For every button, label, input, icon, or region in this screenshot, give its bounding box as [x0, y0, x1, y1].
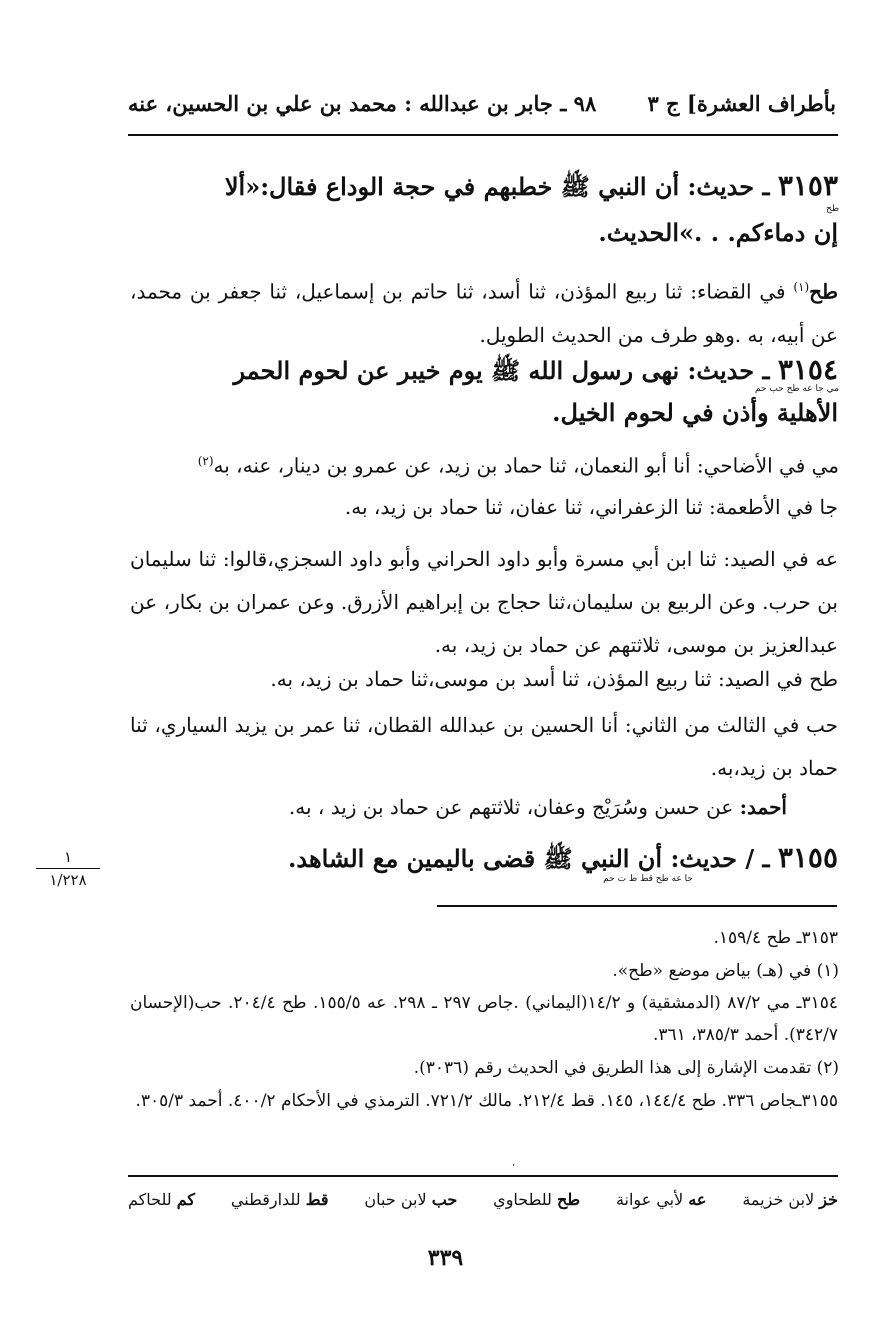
hadith-number: ٣١٥٣ — [777, 169, 838, 202]
isnad-text: طح في الصيد: ثنا ربيع المؤذن، ثنا أسد بن موسى،ثنا حماد بن زيد، به. — [270, 667, 838, 691]
isnad-paragraph — [139, 440, 839, 488]
source-code: أحمد: — [739, 795, 787, 819]
legend-item: طح للطحاوي — [493, 1190, 581, 1209]
hadith-entry-3153-cont — [130, 214, 838, 251]
hadith-text-line1: ـ حديث: نهى رسول الله ﷺ يوم خيبر عن لحوم الحمر — [233, 356, 770, 385]
footnote: ٣١٥٤ـ مي ٨٧/٢ (الدمشقية) و ١٤/٢(اليماني) .جاص ٢٩٧ ـ ٢٩٨. عه ١٥٥/٥. طح ٢٠٤/٤. حب(الإحسان ٣٤٢/٧). أحمد ٣٨٥/٣، ٣٦١. — [130, 993, 838, 1045]
sigla-annotation: مي جا عه طح حب حم — [754, 384, 839, 394]
isnad-paragraph — [130, 486, 838, 529]
footnote: (١) في (هـ) بياض موضع «طح». — [612, 961, 839, 981]
legend-item: عه لأبي عوانة — [615, 1190, 707, 1209]
footnote-marker: (١) — [793, 280, 810, 294]
legend-item: حب لابن حبان — [364, 1190, 458, 1209]
hadith-entry-3155 — [130, 836, 838, 879]
source-code: طح — [809, 279, 838, 304]
hadith-text-line2: الأهلية وأذن في لحوم الخيل. — [552, 398, 838, 427]
isnad-paragraph — [130, 266, 838, 357]
hadith-entry-3154 — [130, 348, 838, 391]
folio-top: ١ — [63, 848, 73, 866]
legend-item: خز لابن خزيمة — [742, 1190, 838, 1209]
footnote: ٣١٥٣ـ طح ١٥٩/٤. — [713, 928, 838, 948]
hadith-entry-3154-cont — [130, 394, 838, 431]
isnad-text: جا في الأطعمة: ثنا الزعفراني، ثنا عفان، ثنا حماد بن زيد، به. — [344, 495, 838, 519]
footnote-rule — [437, 905, 837, 907]
abbreviation-legend — [128, 1190, 838, 1209]
hadith-entry-3153 — [130, 164, 838, 207]
header-chapter-title: ٩٨ ـ جابر بن عبدالله : محمد بن علي بن الحسين، عنه — [128, 90, 597, 116]
header-rule — [128, 134, 838, 136]
footnote: (٢) تقدمت الإشارة إلى هذا الطريق في الحديث رقم (٣٠٣٦). — [413, 1058, 839, 1078]
legend-item: قط للدارقطني — [230, 1190, 329, 1209]
footnote: ٣١٥٥ـجاص ٣٣٦. طح ١٤٤/٤، ١٤٥. قط ٢١٢/٤. مالك ٧٢١/٢. الترمذي في الأحكام ٤٠٠/٢. أحمد ٣٠٥/٣. — [135, 1091, 838, 1111]
sigla-annotation: طح — [826, 204, 839, 214]
print-mark: ٬ — [512, 1163, 516, 1174]
sigla-annotation: جا عه طح قط ط ت حم — [603, 874, 693, 884]
isnad-paragraph — [130, 538, 838, 667]
folio-divider — [36, 868, 100, 869]
hadith-number: ٣١٥٤ — [777, 353, 838, 386]
header-book-title: بأطراف العشرة] ج ٣ — [647, 90, 836, 116]
isnad-text: حب في الثالث من الثاني: أنا الحسين بن عبدالله القطان، ثنا عمر بن يزيد السياري، ثنا حماد بن زيد،به. — [130, 713, 838, 780]
legend-rule — [128, 1175, 838, 1177]
hadith-text-line1: ـ / حديث: أن النبي ﷺ قضى باليمين مع الشاهد. — [288, 844, 770, 873]
isnad-text: عن حسن وسُرَيْج وعفان، ثلاثتهم عن حماد بن زيد ، به. — [288, 795, 734, 819]
manuscript-folio-ref — [30, 848, 106, 889]
page-number: ٣٣٩ — [427, 1245, 464, 1271]
legend-item: كم للحاكم — [128, 1190, 196, 1209]
isnad-text: مي في الأضاحي: أنا أبو النعمان، ثنا حماد بن زيد، عن عمرو بن دينار، عنه، به — [213, 453, 839, 478]
isnad-paragraph — [147, 786, 787, 829]
isnad-text: عه في الصيد: ثنا ابن أبي مسرة وأبو داود الحراني وأبو داود السجزي،قالوا: ثنا سليمان بن حرب. وعن الربيع بن سليمان،ثنا حجاج بن إبراهيم الأزرق. وعن عمران بن بكار، عن عبدالعزيز بن موسى، ثلاثتهم عن حماد بن زيد، به. — [130, 547, 838, 657]
isnad-text: في القضاء: ثنا ربيع المؤذن، ثنا أسد، ثنا حاتم بن إسماعيل، ثنا جعفر بن محمد، عن أبيه، به .وهو طرف من الحديث الطويل. — [130, 279, 838, 347]
running-header — [128, 86, 836, 120]
isnad-paragraph — [130, 658, 838, 701]
footnote-marker: (٢) — [197, 454, 214, 468]
hadith-number: ٣١٥٥ — [777, 841, 838, 874]
hadith-text-line2: إن دماءكم. . .»الحديث. — [598, 218, 838, 247]
folio-bottom: ١/٢٢٨ — [49, 871, 87, 889]
isnad-paragraph — [130, 704, 838, 790]
hadith-text-line1: ـ حديث: أن النبي ﷺ خطبهم في حجة الوداع فقال:«ألا — [224, 172, 770, 201]
